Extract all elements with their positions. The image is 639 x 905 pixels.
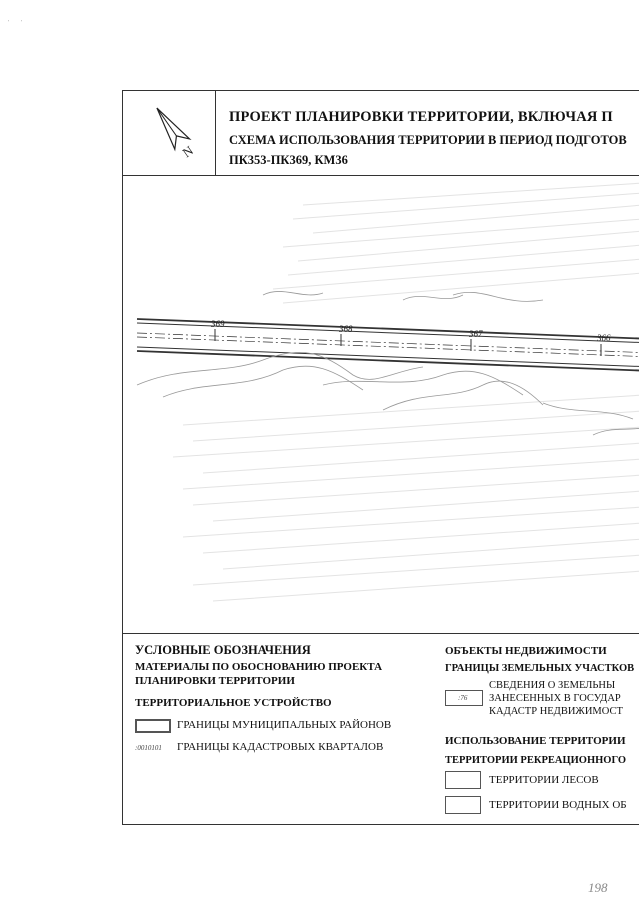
land-plots-heading: ГРАНИЦЫ ЗЕМЕЛЬНЫХ УЧАСТКОВ bbox=[445, 663, 635, 674]
materials-heading-line1: МАТЕРИАЛЫ ПО ОБОСНОВАНИЮ ПРОЕКТА bbox=[135, 661, 383, 673]
forest-swatch bbox=[445, 771, 481, 789]
picket-label: 366 bbox=[597, 333, 611, 343]
map-drawing bbox=[123, 175, 639, 633]
cadastral-boundary-label: ГРАНИЦЫ КАДАСТРОВЫХ КВАРТАЛОВ bbox=[177, 741, 384, 753]
picket-label: 367 bbox=[469, 329, 483, 339]
scheme-title: СХЕМА ИСПОЛЬЗОВАНИЯ ТЕРРИТОРИИ В ПЕРИОД ПОДГОТОВ bbox=[229, 133, 627, 147]
project-title: ПРОЕКТ ПЛАНИРОВКИ ТЕРРИТОРИИ, ВКЛЮЧАЯ П bbox=[229, 109, 613, 125]
land-use-heading: ИСПОЛЬЗОВАНИЕ ТЕРРИТОРИИ bbox=[445, 735, 626, 747]
title-block bbox=[123, 91, 639, 176]
land-plot-info-line1: СВЕДЕНИЯ О ЗЕМЕЛЬНЫ bbox=[489, 680, 616, 691]
realty-heading: ОБЪЕКТЫ НЕДВИЖИМОСТИ bbox=[445, 645, 607, 657]
picket-label: 369 bbox=[211, 319, 225, 329]
municipal-boundary-label: ГРАНИЦЫ МУНИЦИПАЛЬНЫХ РАЙОНОВ bbox=[177, 719, 392, 731]
picket-label: 368 bbox=[339, 324, 353, 334]
forest-label: ТЕРРИТОРИИ ЛЕСОВ bbox=[489, 774, 599, 786]
north-arrow-icon bbox=[123, 91, 215, 175]
recreation-heading: ТЕРРИТОРИИ РЕКРЕАЦИОННОГО bbox=[445, 755, 627, 766]
land-plot-info-line3: КАДАСТР НЕДВИЖИМОСТ bbox=[489, 706, 623, 717]
scan-specks: ' ' bbox=[8, 20, 23, 26]
land-plot-swatch bbox=[445, 690, 483, 706]
north-arrow-cell bbox=[123, 91, 216, 175]
legend bbox=[123, 633, 639, 825]
water-label: ТЕРРИТОРИИ ВОДНЫХ ОБ bbox=[489, 799, 627, 811]
page-number: 198 bbox=[588, 880, 608, 895]
cadastral-code: :0010101 bbox=[135, 744, 162, 752]
water-swatch bbox=[445, 796, 481, 814]
north-label: N bbox=[179, 142, 196, 161]
materials-heading-line2: ПЛАНИРОВКИ ТЕРРИТОРИИ bbox=[135, 675, 295, 687]
map-area bbox=[123, 175, 639, 634]
legend-heading: УСЛОВНЫЕ ОБОЗНАЧЕНИЯ bbox=[135, 643, 311, 657]
terrain-hatching bbox=[173, 183, 639, 601]
municipal-boundary-swatch bbox=[135, 719, 171, 733]
drawing-frame bbox=[122, 90, 639, 825]
picket-range: ПК353-ПК369, КМ36 bbox=[229, 153, 348, 167]
territorial-heading: ТЕРРИТОРИАЛЬНОЕ УСТРОЙСТВО bbox=[135, 697, 332, 709]
land-plot-code: :76 bbox=[458, 694, 468, 702]
land-plot-info-line2: ЗАНЕСЕННЫХ В ГОСУДАР bbox=[489, 693, 621, 704]
